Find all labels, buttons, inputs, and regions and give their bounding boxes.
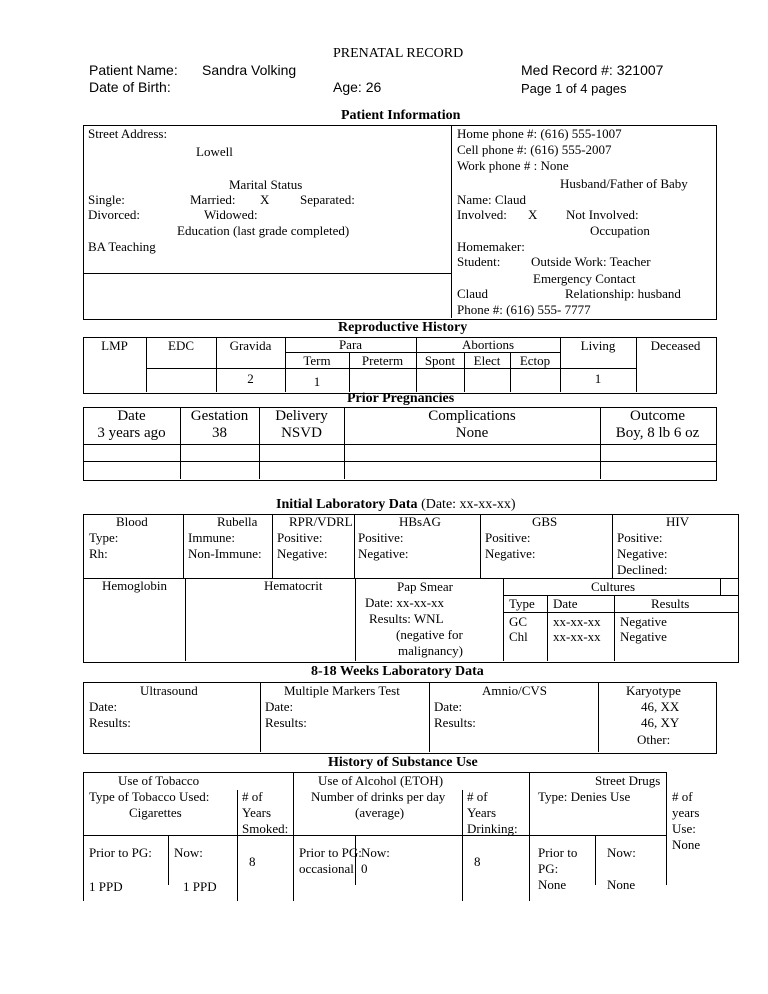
term-header: Term [303, 353, 331, 368]
cultures-type-header: Type [509, 596, 535, 611]
prior-gestation-value: 38 [212, 425, 227, 441]
street-years-line2: years [672, 805, 700, 820]
gbs-positive: Positive: [485, 530, 531, 545]
labs-heading-date: (Date: xx-xx-xx) [421, 497, 516, 512]
deceased-header: Deceased [650, 338, 701, 353]
emergency-name: Claud [457, 286, 489, 301]
work-phone: Work phone # : None [457, 158, 569, 173]
gravida-value: 2 [247, 371, 254, 386]
spont-header: Spont [424, 353, 456, 368]
involved-label: Involved: [457, 207, 507, 222]
drugs-prior-value: None [538, 877, 567, 892]
blood-type-label: Type: [89, 530, 119, 545]
tobacco-header: Use of Tobacco [118, 773, 200, 788]
alcohol-prior-value: occasional [299, 861, 354, 876]
street-drugs-type: Type: Denies Use [538, 789, 631, 804]
street-years-line3: Use: [672, 821, 696, 836]
pap-results: Results: WNL [369, 611, 444, 626]
weeks-heading: 8-18 Weeks Laboratory Data [311, 664, 484, 679]
prior-heading: Prior Pregnancies [347, 391, 455, 406]
husband-heading: Husband/Father of Baby [560, 176, 688, 191]
ultrasound-date: Date: [89, 699, 118, 714]
culture-gc-result: Negative [620, 614, 667, 629]
not-involved-label: Not Involved: [566, 207, 639, 222]
alcohol-drinks-label: Number of drinks per day [311, 789, 446, 804]
prior-date-value: 3 years ago [97, 425, 166, 441]
cell-phone: Cell phone #: (616) 555-2007 [457, 142, 612, 157]
prior-complications-header: Complications [428, 408, 516, 424]
cultures-date-header: Date [553, 596, 578, 611]
prior-complications-value: None [455, 425, 489, 441]
page-number: Page 1 of 4 pages [521, 81, 627, 96]
home-phone: Home phone #: (616) 555-1007 [457, 126, 622, 141]
married-mark: X [260, 192, 270, 207]
drugs-now-value: None [607, 877, 636, 892]
street-years-line1: # of [672, 789, 693, 804]
student-label: Student: [457, 254, 501, 269]
rpr-negative: Negative: [277, 546, 328, 561]
involved-mark: X [528, 207, 538, 222]
culture-gc-type: GC [509, 614, 528, 629]
prior-outcome-value: Boy, 8 lb 6 oz [615, 425, 700, 441]
alcohol-now-value: 0 [361, 861, 368, 876]
tobacco-now-value: 1 PPD [183, 879, 217, 894]
rubella-non-immune: Non-Immune: [188, 546, 262, 561]
city: Lowell [196, 144, 233, 159]
tobacco-prior-value: 1 PPD [89, 879, 123, 894]
culture-chl-result: Negative [620, 629, 667, 644]
alcohol-header: Use of Alcohol (ETOH) [318, 773, 444, 788]
lmp-header: LMP [101, 338, 128, 353]
prior-date-header: Date [117, 408, 146, 424]
term-value: 1 [313, 374, 321, 389]
amnio-header: Amnio/CVS [482, 683, 548, 698]
education-value: BA Teaching [88, 239, 156, 254]
occupation-label: Occupation [590, 223, 650, 238]
hbsag-negative: Negative: [358, 546, 409, 561]
karyotype-other: Other: [637, 732, 671, 747]
med-record: Med Record #: 321007 [521, 62, 664, 78]
hiv-positive: Positive: [617, 530, 663, 545]
prior-delivery-header: Delivery [275, 408, 328, 424]
rubella-header: Rubella [217, 514, 258, 529]
tobacco-years-line3: Smoked: [242, 821, 289, 836]
labs-heading [276, 497, 516, 512]
street-years-value: None [672, 837, 701, 852]
markers-header: Multiple Markers Test [284, 683, 400, 698]
prior-delivery-value: NSVD [281, 425, 322, 441]
patient-name-label: Patient Name: [89, 62, 178, 78]
alcohol-average: (average) [355, 805, 405, 820]
substance-heading: History of Substance Use [328, 755, 478, 770]
outside-work: Outside Work: Teacher [531, 254, 651, 269]
marital-status-label: Marital Status [229, 177, 303, 192]
edc-header: EDC [168, 338, 194, 353]
abortions-header: Abortions [462, 337, 514, 352]
alcohol-years-line1: # of [467, 789, 488, 804]
hemoglobin-header: Hemoglobin [102, 578, 167, 593]
divorced-label: Divorced: [88, 207, 140, 222]
pap-date: Date: xx-xx-xx [365, 595, 445, 610]
living-header: Living [580, 338, 616, 353]
married-label: Married: [190, 192, 236, 207]
culture-gc-date: xx-xx-xx [553, 614, 601, 629]
patient-info-heading: Patient Information [341, 108, 461, 123]
tobacco-years-line2: Years [242, 805, 272, 820]
alcohol-years-line3: Drinking: [467, 821, 518, 836]
pap-note-2: malignancy) [398, 643, 463, 658]
education-label: Education (last grade completed) [177, 223, 350, 238]
preterm-header: Preterm [361, 353, 404, 368]
tobacco-now-label: Now: [174, 845, 203, 860]
emergency-phone: Phone #: (616) 555- 7777 [457, 302, 591, 317]
ultrasound-header: Ultrasound [140, 683, 198, 698]
alcohol-years-line2: Years [467, 805, 497, 820]
amnio-date: Date: [434, 699, 463, 714]
tobacco-type-label: Type of Tobacco Used: [89, 789, 210, 804]
separated-label: Separated: [300, 192, 355, 207]
hiv-negative: Negative: [617, 546, 668, 561]
para-header: Para [338, 337, 363, 352]
hiv-header: HIV [666, 514, 690, 529]
emergency-heading: Emergency Contact [533, 271, 636, 286]
blood-rh-label: Rh: [89, 546, 108, 561]
karyotype-xx: 46, XX [641, 699, 680, 714]
hematocrit-header: Hematocrit [264, 578, 323, 593]
street-drugs-header: Street Drugs [595, 773, 661, 788]
alcohol-prior-label: Prior to PG: [299, 845, 362, 860]
culture-chl-type: Chl [509, 629, 528, 644]
labs-heading-text: Initial Laboratory Data [276, 497, 418, 512]
homemaker-label: Homemaker: [457, 239, 525, 254]
pap-note-1: (negative for [396, 627, 463, 642]
tobacco-type-value: Cigarettes [129, 805, 182, 820]
rpr-positive: Positive: [277, 530, 323, 545]
hiv-declined: Declined: [617, 562, 668, 577]
karyotype-header: Karyotype [626, 683, 681, 698]
culture-chl-date: xx-xx-xx [553, 629, 601, 644]
prior-gestation-header: Gestation [190, 408, 249, 424]
widowed-label: Widowed: [204, 207, 258, 222]
street-label: Street Address: [88, 126, 168, 141]
alcohol-years-value: 8 [474, 854, 481, 869]
blood-header: Blood [116, 514, 148, 529]
karyotype-xy: 46, XY [641, 715, 680, 730]
dob-label: Date of Birth: [89, 79, 171, 95]
husband-name: Name: Claud [457, 192, 526, 207]
gbs-negative: Negative: [485, 546, 536, 561]
ectop-header: Ectop [519, 353, 551, 368]
emergency-relationship: Relationship: husband [565, 286, 681, 301]
gravida-header: Gravida [229, 338, 272, 353]
single-label: Single: [88, 192, 125, 207]
hbsag-positive: Positive: [358, 530, 404, 545]
drugs-prior-label-2: PG: [538, 861, 559, 876]
ultrasound-results: Results: [89, 715, 131, 730]
cultures-header: Cultures [591, 579, 636, 594]
markers-results: Results: [265, 715, 307, 730]
cultures-results-header: Results [651, 596, 690, 611]
age: Age: 26 [333, 79, 382, 95]
rubella-immune: Immune: [188, 530, 235, 545]
alcohol-now-label: Now: [361, 845, 390, 860]
tobacco-years-line1: # of [242, 789, 263, 804]
reproductive-heading: Reproductive History [338, 320, 468, 335]
amnio-results: Results: [434, 715, 476, 730]
rpr-header: RPR/VDRL [289, 514, 353, 529]
gbs-header: GBS [532, 514, 558, 529]
pap-header: Pap Smear [397, 579, 453, 594]
prior-outcome-header: Outcome [630, 408, 685, 424]
elect-header: Elect [473, 353, 501, 368]
markers-date: Date: [265, 699, 294, 714]
document-title: PRENATAL RECORD [333, 46, 464, 61]
patient-name-value: Sandra Volking [202, 62, 297, 78]
tobacco-prior-label: Prior to PG: [89, 845, 152, 860]
hbsag-header: HBsAG [399, 514, 441, 529]
tobacco-years-value: 8 [249, 854, 256, 869]
drugs-now-label: Now: [607, 845, 636, 860]
living-value: 1 [594, 371, 602, 386]
drugs-prior-label-1: Prior to [538, 845, 578, 860]
